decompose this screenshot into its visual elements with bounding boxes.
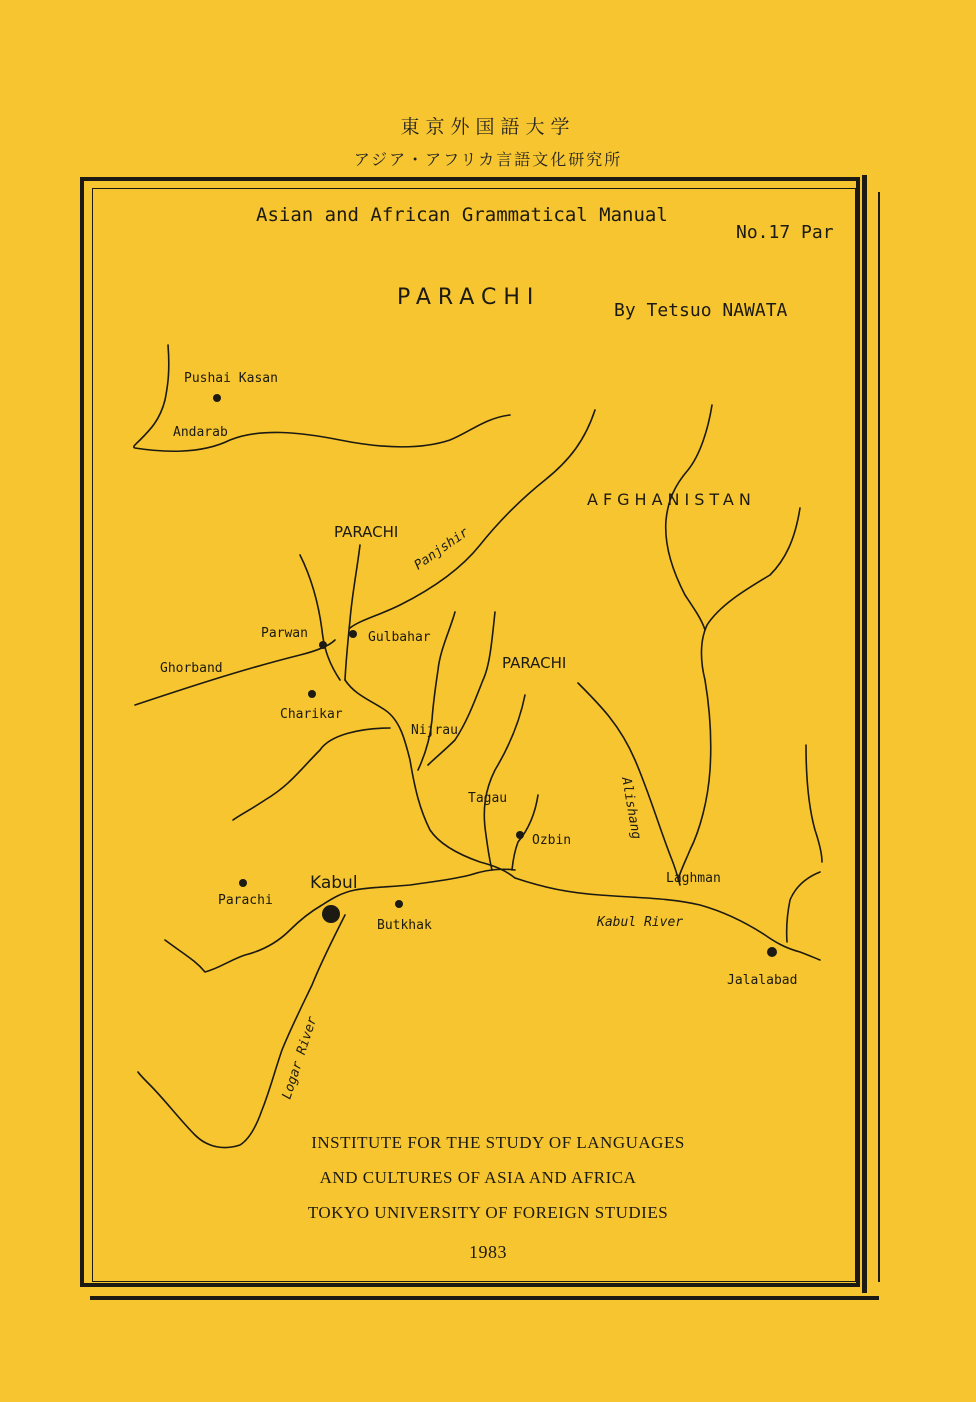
label-laghman: Laghman <box>666 871 721 886</box>
label-butkhak: Butkhak <box>377 918 432 933</box>
label-afghanistan: AFGHANISTAN <box>587 490 756 509</box>
dot-jalalabad <box>767 947 777 957</box>
author-line: By Tetsuo NAWATA <box>614 300 788 321</box>
river-main-trunk <box>345 680 515 878</box>
label-pushai-kasan: Pushai Kasan <box>184 371 278 386</box>
institute-name-japanese: 東京外国語大学 <box>400 116 576 138</box>
river-tagau <box>484 695 525 870</box>
label-kabul: Kabul <box>310 873 358 893</box>
volume-number: No.17 Par <box>736 222 834 243</box>
institute-line-2: AND CULTURES OF ASIA AND AFRICA <box>319 1168 637 1187</box>
label-nijrau: Nijrau <box>411 723 458 738</box>
label-panjshir: Panjshir <box>411 525 472 574</box>
institute-subtitle-japanese: アジア・アフリカ言語文化研究所 <box>353 150 623 169</box>
label-andarab: Andarab <box>173 425 228 440</box>
river-jalalabad-east-1 <box>806 745 822 862</box>
river-eastern-2 <box>678 508 800 880</box>
label-parachi-region-north: PARACHI <box>334 523 399 541</box>
dot-kabul <box>322 905 340 923</box>
river-eastern-1 <box>666 405 712 630</box>
publication-year: 1983 <box>469 1242 507 1262</box>
book-title: PARACHI <box>397 285 541 310</box>
series-title: Asian and African Grammatical Manual <box>256 204 668 226</box>
river-nijrau-2 <box>428 612 495 765</box>
river-parachi-tributary <box>345 545 360 680</box>
label-ghorband: Ghorband <box>160 661 223 676</box>
dot-butkhak <box>395 900 403 908</box>
label-ozbin: Ozbin <box>532 833 572 848</box>
river-panjshir <box>350 410 595 628</box>
dot-parachi <box>239 879 247 887</box>
label-parachi-village: Parachi <box>218 893 273 908</box>
river-charikar-stream <box>233 728 390 820</box>
dot-gulbahar <box>349 630 357 638</box>
river-upper-parwan <box>300 555 340 680</box>
label-gulbahar: Gulbahar <box>368 630 431 645</box>
label-tagau: Tagau <box>468 791 508 806</box>
river-jalalabad-east-2 <box>787 872 820 942</box>
dot-pushai-kasan <box>213 394 221 402</box>
dot-parwan <box>319 641 327 649</box>
label-parwan: Parwan <box>261 626 308 641</box>
label-alishang: Alishang <box>618 776 644 841</box>
institute-line-1: INSTITUTE FOR THE STUDY OF LANGUAGES <box>311 1133 685 1152</box>
label-parachi-region-east: PARACHI <box>502 654 567 672</box>
institute-line-3: TOKYO UNIVERSITY OF FOREIGN STUDIES <box>307 1203 669 1222</box>
label-logar-river: Logar River <box>279 1014 321 1102</box>
label-kabul-river: Kabul River <box>597 915 684 930</box>
dot-charikar <box>308 690 316 698</box>
dot-ozbin <box>516 831 524 839</box>
label-jalalabad: Jalalabad <box>727 973 798 988</box>
label-charikar: Charikar <box>280 707 343 722</box>
